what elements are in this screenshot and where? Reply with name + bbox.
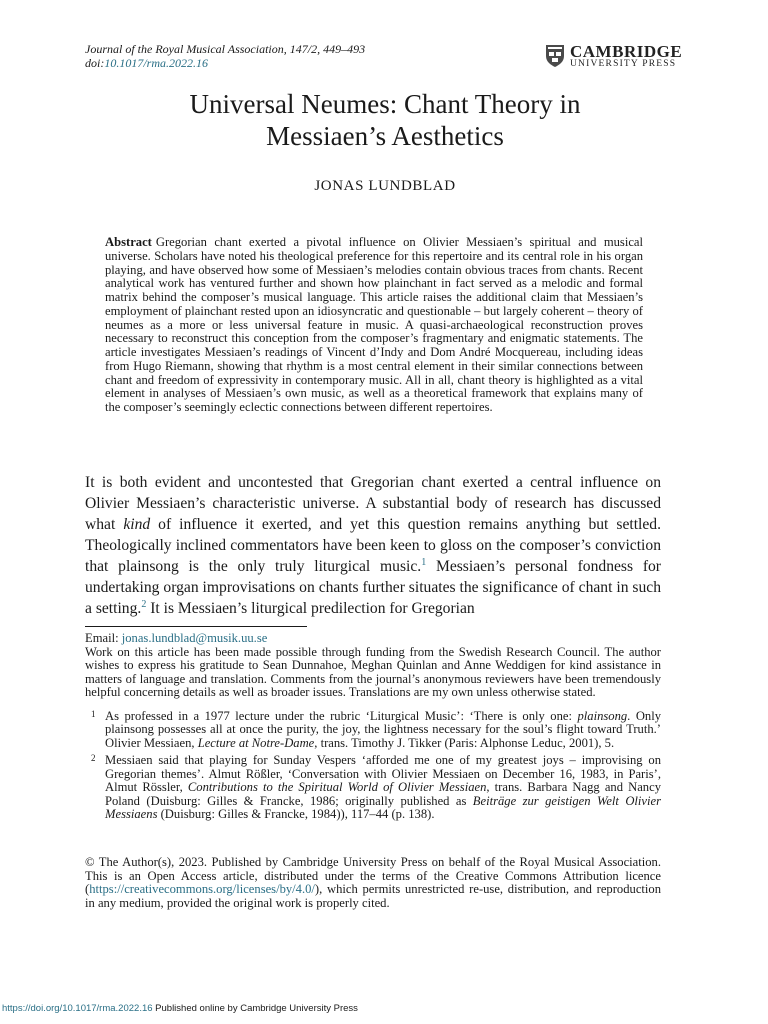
volume-pages: , 147/2, 449–493 xyxy=(283,42,366,56)
footnote-number-2: 2 xyxy=(91,753,96,763)
author-email-line xyxy=(85,632,661,646)
body-text-1: It is both evident and uncontested that Gregorian chant exerted a central influence on Olivier Messiaen’s characteristic universe. A substantial body of research has discussed what xyxy=(85,474,661,533)
footnote-2-emphasis-a: Contributions to the Spiritual World of Olivier Messiaen xyxy=(187,780,487,794)
footnote-1-text-c: , trans. Timothy J. Tikker (Paris: Alphonse Leduc, 2001), 5. xyxy=(314,735,615,750)
abstract-label: Abstract xyxy=(105,235,152,249)
doi-prefix: doi: xyxy=(85,56,105,70)
abstract xyxy=(105,236,643,415)
license-text-b: ), which permits unrestricted re-use, distribution, and reproduction in any medium, provided the original work is properly cited. xyxy=(85,882,661,910)
title-line-1: Universal Neumes: Chant Theory in xyxy=(189,89,581,119)
footnote-2-emphasis-b: Beiträge zur geistigen Welt Olivier Messiaens xyxy=(105,793,661,821)
title-line-2: Messiaen’s Aesthetics xyxy=(266,121,504,151)
publisher-name: CAMBRIDGE xyxy=(570,42,683,61)
footnote-2-text-b: , trans. Barbara Nagg and Nancy Poland (Duisburg: Gilles & Francke, 1986; originally published as xyxy=(105,780,661,808)
footnote-1-text-b: . Only plainsong possesses all at once the purity, the joy, the lightness necessary for the soul’s flight toward Truth.’ Olivier Messiaen, xyxy=(105,708,662,750)
email-link[interactable]: jonas.lundblad@musik.uu.se xyxy=(121,631,268,645)
footnote-number-1: 1 xyxy=(91,708,96,719)
article-title xyxy=(85,88,685,152)
footer-doi-link[interactable]: https://doi.org/10.1017/rma.2022.16 xyxy=(2,1003,153,1014)
body-paragraph xyxy=(85,472,661,619)
footnote-ref-1[interactable]: 1 xyxy=(421,556,427,568)
footnote-1 xyxy=(85,710,661,751)
footer-published-text: Published online by Cambridge University Press xyxy=(152,1003,358,1014)
publisher-subname: UNIVERSITY PRESS xyxy=(570,59,677,69)
license-link[interactable]: https://creativecommons.org/licenses/by/4.0/ xyxy=(89,882,315,896)
body-text-2: of influence it exerted, and yet this question remains anything but settled. Theologically inclined commentators have been keen to gloss on the composer’s conviction that plainsong is the only truly liturgical music. xyxy=(85,516,661,575)
author-name: JONAS LUNDBLAD xyxy=(314,178,456,194)
footnote-2 xyxy=(85,754,661,822)
page-footer xyxy=(0,1003,768,1014)
funding-note: Work on this article has been made possible through funding from the Swedish Research Council. The author wishes to express his gratitude to Sean Dunnahoe, Meghan Quinlan and Anne Weddigen for kind assistance in matters of language and translation. Comments from the journal’s anonymous reviewers have been tremendously helpful concerning details as well as broader issues. Translations are my own unless otherwise stated. xyxy=(85,644,661,699)
body-emphasis: kind xyxy=(123,516,151,533)
cambridge-logo xyxy=(545,44,695,70)
shield-icon xyxy=(545,44,565,68)
footnote-1-emphasis-a: plainsong xyxy=(577,708,628,723)
footnotes xyxy=(85,632,661,822)
footnote-divider xyxy=(85,626,307,627)
footnote-1-text-a: As professed in a 1977 lecture under the rubric ‘Liturgical Music’: ‘There is only one: xyxy=(105,708,578,723)
footnote-1-emphasis-b: Lecture at Notre-Dame xyxy=(197,735,315,750)
abstract-text: Gregorian chant exerted a pivotal influence on Olivier Messiaen’s spiritual and musical universe. Scholars have noted his theological preference for this repertoire and its central role in his organ playing, and have observed how some of Messiaen’s melodies contain obvious traces from chants. Recent analytical work has ventured further and shown how plainchant in fact served as a melodic and formal matrix behind the composer’s musical language. This article raises the additional claim that Messiaen’s employment of plainchant rested upon an idiosyncratic and questionable – but largely coherent – theory of neumes as a more or less universal feature in music. A quasi-archaeological reconstruction proves necessary to reconstruct this conception from the composer’s fragmentary and enigmatic statements. The article investigates Messiaen’s readings of Vincent d’Indy and Dom André Mocquereau, including ideas from Hugo Riemann, showing that rhythm is a most central element in their similar connections between chant and freedom of expressivity in contemporary music. All in all, chant theory is highlighted as a vital element in analyses of Messiaen’s own music, as well as a theoretical framework that explains many of the composer’s seemingly eclectic connections between different repertoires. xyxy=(105,235,643,414)
footnote-2-text-c: (Duisburg: Gilles & Francke, 1984)), 117–44 (p. 138). xyxy=(157,807,435,821)
footnote-ref-2[interactable]: 2 xyxy=(141,598,147,610)
footnote-2-text-a: Messiaen said that playing for Sunday Vespers ‘afforded me one of my greatest joys – improvising on Gregorian themes’. Almut Rößler, ‘Conversation with Olivier Messiaen on December 16, 1983, in Paris’, Almut Rössler, xyxy=(105,753,661,794)
body-text-3: Messiaen’s personal fondness for undertaking organ improvisations on chants further situates the significance of chant in such a setting. xyxy=(85,558,662,617)
journal-name: Journal of the Royal Musical Association xyxy=(85,42,284,56)
license-text-a: © The Author(s), 2023. Published by Cambridge University Press on behalf of the Royal Musical Association. This is an Open Access article, distributed under the terms of the Creative Commons Attribution licence ( xyxy=(85,855,661,896)
body-text-4: It is Messiaen’s liturgical predilection for Gregorian xyxy=(146,600,475,617)
email-label: Email: xyxy=(85,631,122,645)
doi-link[interactable]: 10.1017/rma.2022.16 xyxy=(104,56,209,70)
license-statement xyxy=(85,856,661,910)
